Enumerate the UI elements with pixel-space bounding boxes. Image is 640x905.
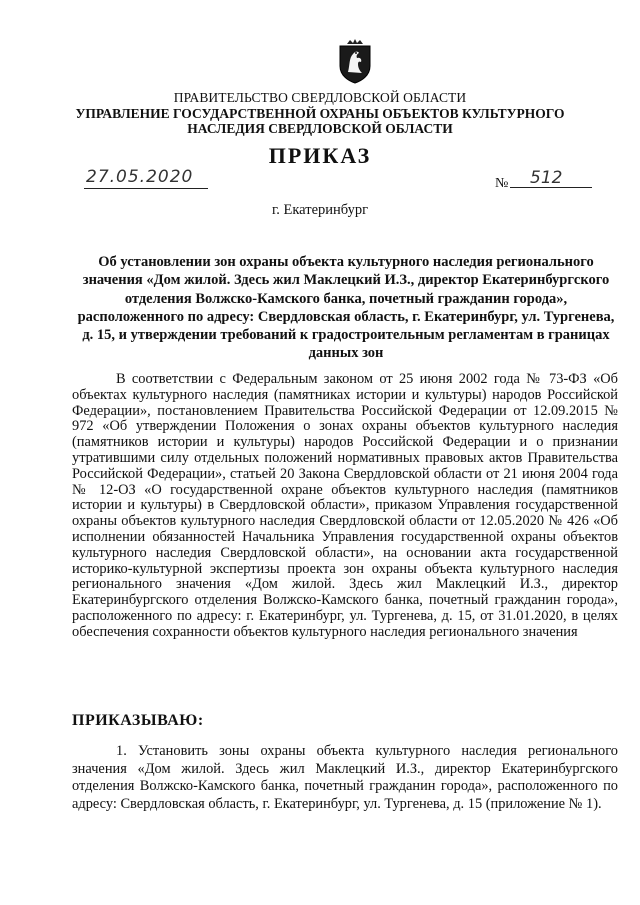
city: г. Екатеринбург <box>271 202 369 218</box>
order-item-1: 1. Установить зоны охраны объекта культурного наследия регионального значения «Дом жилой. Здесь жил Маклецкий И.З., директор Екатеринбургского отделения Волжско-Камского банка, почетный гражданин города», расположенного по адресу: Свердловская область, г. Екатеринбург, ул. Тургенева, д. 15 (приложение № 1). <box>72 743 618 812</box>
government-name: ПРАВИТЕЛЬСТВО СВЕРДЛОВСКОЙ ОБЛАСТИ <box>173 90 467 105</box>
department-name: УПРАВЛЕНИЕ ГОСУДАРСТВЕННОЙ ОХРАНЫ ОБЪЕКТОВ КУЛЬТУРНОГО НАСЛЕДИЯ СВЕРДЛОВСКОЙ ОБЛАСТИ <box>75 106 565 136</box>
preamble-paragraph: В соответствии с Федеральным законом от 25 июня 2002 года № 73-ФЗ «Об объектах культурного наследия (памятниках истории и культуры) народов Российской Федерации», постановлением Правительства Российской Федерации от 12.09.2015 № 972 «Об утверждении Положения о зонах охраны объектов культурного наследия (памятников истории и культуры) народов Российской Федерации и о признании утратившими силу отдельных положений нормативных правовых актов Правительства Российской Федерации», статьей 20 Закона Свердловской области от 21 июня 2004 года № 12-ОЗ «О государственной охране объектов культурного наследия (памятников истории и культуры) в Свердловской области», приказом Управления государственной охраны объектов культурного наследия Свердловской области от 12.05.2020 № 426 «Об исполнении обязанностей Начальника Управления государственной охраны объектов культурного наследия Свердловской области», на основании акта государственной историко-культурной экспертизы проекта зон охраны объекта культурного наследия регионального значения «Дом жилой. Здесь жил Маклецкий И.З., директор Екатеринбургского отделения Волжско-Камского банка, почетный гражданин города», расположенного по адресу: г. Екатеринбург, ул. Тургенева, д. 15, от 31.01.2020, в целях обеспечения сохранности объектов культурного наследия регионального значения <box>72 371 618 640</box>
coat-of-arms-icon <box>337 38 373 84</box>
orders-heading: ПРИКАЗЫВАЮ: <box>72 712 204 729</box>
document-date: 27.05.2020 <box>84 166 208 189</box>
document-subject: Об установлении зон охраны объекта культурного наследия регионального значения «Дом жилой. Здесь жил Маклецкий И.З., директор Екатеринбургского отделения Волжско-Камского банка, почетный гражданин города», расположенного по адресу: Свердловская область, г. Екатеринбург, ул. Тургенева, д. 15, и утверждении требований к градостроительным регламентам в границах данных зон <box>77 254 615 362</box>
document-number: 512 <box>510 168 592 188</box>
document-type: ПРИКАЗ <box>268 143 372 168</box>
number-label: № <box>495 176 509 191</box>
